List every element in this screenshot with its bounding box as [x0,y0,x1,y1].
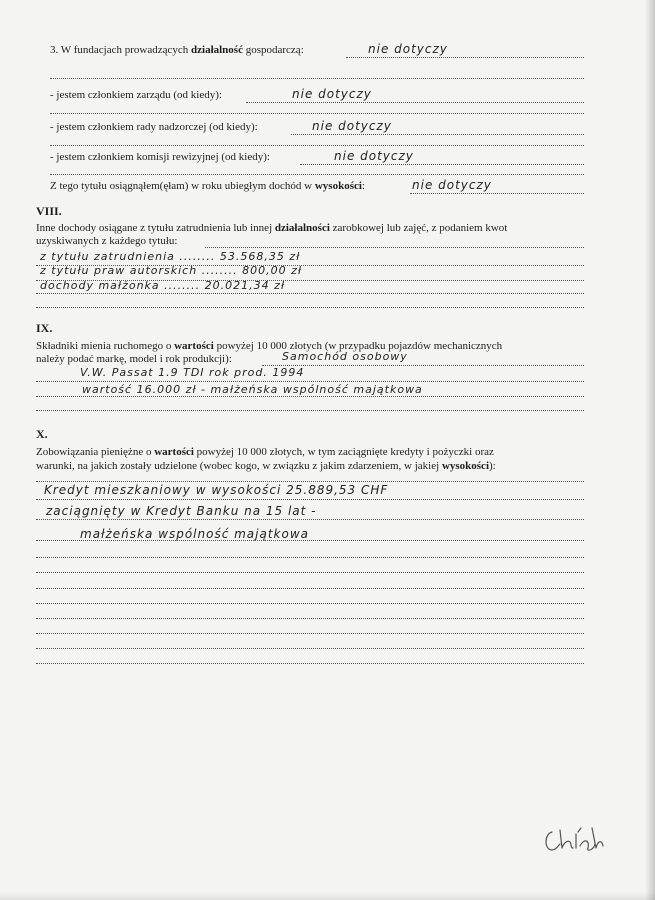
dotted-line [36,519,584,520]
section-x-line1-bold: wartości [154,446,194,458]
income-entry: dochody małżonka ........ 20.021,34 zł [40,279,286,292]
section-ix-line1-end: powyżej 10 000 złotych (w przypadku pojazdów mechanicznych [213,340,503,352]
dotted-line [36,481,584,482]
section3-question-bold: działalność [191,44,243,56]
management-label: - jestem członkiem zarządu (od kiedy): [50,89,222,101]
dotted-line [36,381,584,382]
loan-property-handwritten: małżeńska wspólność majątkowa [80,527,310,541]
section3-handwritten-answer: nie dotyczy [368,42,448,56]
dotted-line [36,648,584,649]
dotted-line [36,540,584,541]
audit-label: - jestem członkiem komisji rewizyjnej (od kiedy): [50,151,270,163]
loan-bank-handwritten: zaciągnięty w Kredyt Banku na 15 lat - [46,504,317,518]
dotted-line [36,499,584,500]
income-entry: z tytułu praw autorskich ........ 800,00 zł [40,264,303,277]
vehicle-value-handwritten: wartość 16.000 zł - małżeńska wspólność majątkowa [82,383,423,396]
dotted-line [50,145,584,146]
section-x-line2 [36,460,496,473]
dotted-line [36,663,584,664]
section-x-line2-end: ): [489,460,496,472]
answer-dotted-line [346,57,584,58]
section-ix-line1-bold: wartości [174,340,214,352]
dotted-line [36,633,584,634]
income-label [50,180,365,193]
income-label-text: Z tego tytułu osiągnąłem(ęłam) w roku ubiegłym dochód w [50,180,315,192]
dotted-line [36,293,584,294]
dotted-line [36,307,584,308]
dotted-line [36,557,584,558]
section3-question [50,44,304,57]
income-label-bold: wysokości [314,180,362,192]
dotted-line [50,113,584,114]
dotted-line [36,618,584,619]
section-viii-line1-bold: działalności [274,222,330,234]
dotted-line [50,174,584,175]
section-x-line1-end: powyżej 10 000 złotych, w tym zaciągnięte kredyty i pożyczki oraz [193,446,494,458]
audit-handwritten-answer: nie dotyczy [334,149,414,163]
answer-dotted-line [291,134,584,135]
dotted-line [205,247,584,248]
section-viii-line1 [36,222,507,235]
section-ix-line2: należy podać markę, model i rok produkcji): [36,353,232,365]
section3-question-end: gospodarczą: [242,44,304,56]
section-x-line1 [36,446,494,459]
supervisory-handwritten-answer: nie dotyczy [312,119,392,133]
management-handwritten-answer: nie dotyczy [292,87,372,101]
dotted-line [36,410,584,411]
handwritten-signature [540,820,610,870]
supervisory-label: - jestem członkiem rady nadzorczej (od kiedy): [50,121,258,133]
vehicle-model-handwritten: V.W. Passat 1.9 TDI rok prod. 1994 [80,366,305,379]
answer-dotted-line [246,102,584,103]
section-ix-line1 [36,340,502,353]
section-viii-line2: uzyskiwanych z każdego tytułu: [36,235,178,247]
dotted-line [36,396,584,397]
section3-question-text: 3. W fundacjach prowadzących [50,44,192,56]
page-edge-shadow [645,0,655,900]
loan-handwritten-answer: Kredyt mieszkaniowy w wysokości 25.889,53 CHF [44,483,389,497]
section-viii-line1-end: zarobkowej lub zajęć, z podaniem kwot [329,222,508,234]
section-x-line2-bold: wysokości [441,460,489,472]
income-handwritten-answer: nie dotyczy [412,178,492,192]
dotted-line [262,365,584,366]
section-x-line1-text: Zobowiązania pieniężne o [36,446,155,458]
income-label-end: : [361,180,365,192]
answer-dotted-line [410,193,584,194]
dotted-line [36,572,584,573]
section-x-heading: X. [36,427,48,441]
page-bottom-shadow [0,892,655,900]
vehicle-handwritten-answer: Samochód osobowy [282,350,408,363]
answer-dotted-line [300,164,584,165]
dotted-line [36,603,584,604]
section-ix-line1-text: Składniki mienia ruchomego o [36,340,175,352]
section-viii-line1-text: Inne dochody osiągane z tytułu zatrudnienia lub innej [36,222,275,234]
dotted-line [36,588,584,589]
section-x-line2-text: warunki, na jakich zostały udzielone (wobec kogo, w związku z jakim zdarzeniem, w jakiej [36,460,442,472]
section-ix-heading: IX. [36,321,53,335]
section-viii-heading: VIII. [36,204,62,218]
dotted-line [50,78,584,79]
income-entry: z tytułu zatrudnienia ........ 53.568,35 zł [40,250,301,263]
